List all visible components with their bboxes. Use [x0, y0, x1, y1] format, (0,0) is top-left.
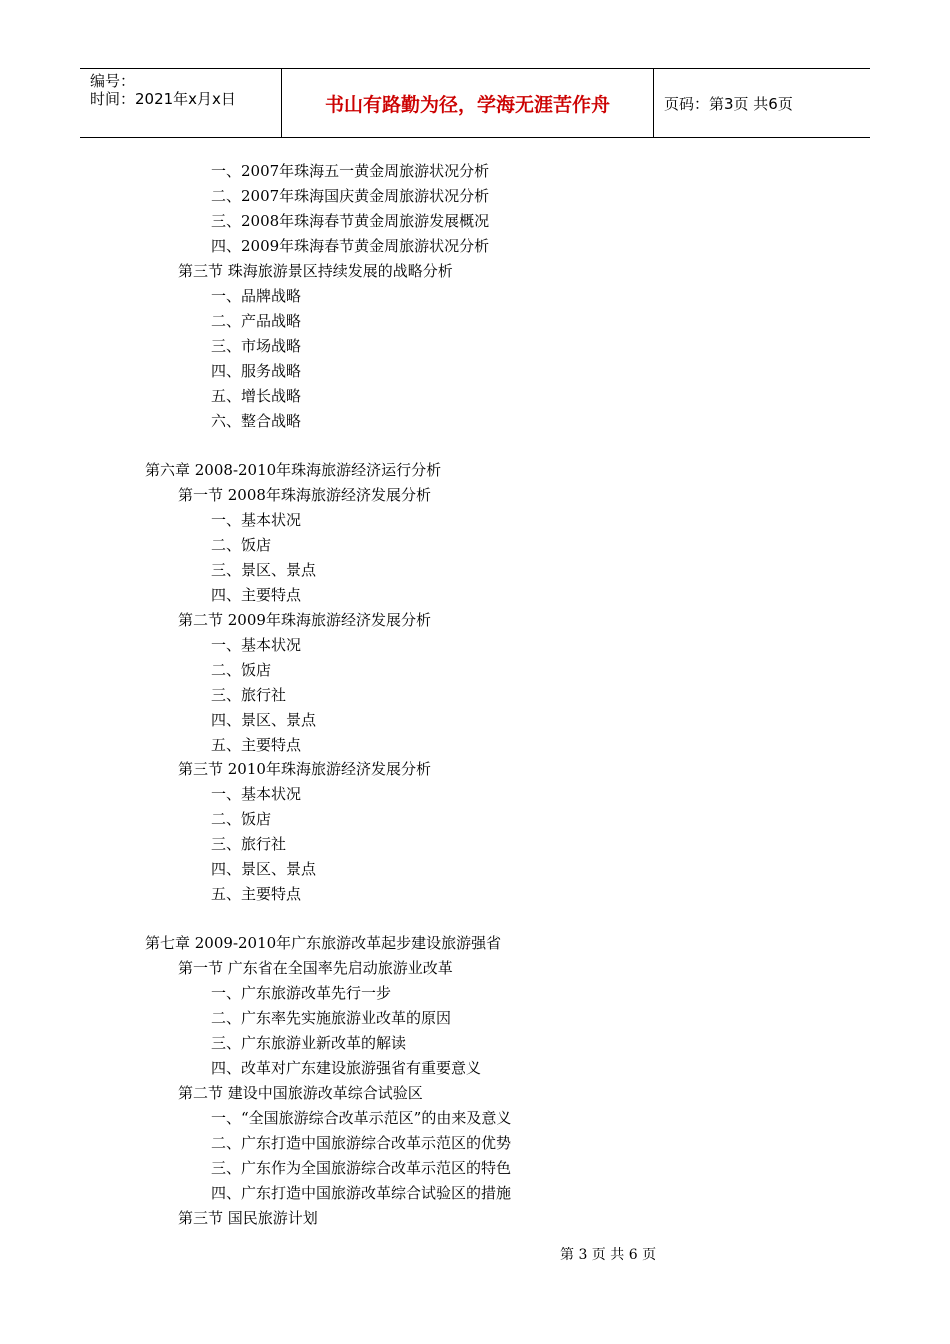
header-page-info: 页码：第3页 共6页	[664, 94, 793, 113]
page-header	[80, 68, 870, 138]
toc-section: 第三节 国民旅游计划	[178, 1209, 318, 1227]
toc-item: 一、基本状况	[211, 785, 302, 803]
toc-section: 第二节 2009年珠海旅游经济发展分析	[178, 611, 431, 629]
toc-item: 三、广东作为全国旅游综合改革示范区的特色	[211, 1159, 512, 1177]
toc-item: 一、广东旅游改革先行一步	[211, 984, 392, 1002]
toc-item: 四、服务战略	[211, 362, 302, 380]
toc-item: 二、饭店	[211, 536, 272, 554]
toc-item: 一、2007年珠海五一黄金周旅游状况分析	[211, 162, 490, 180]
toc-section: 第二节 建设中国旅游改革综合试验区	[178, 1084, 423, 1102]
toc-item: 二、饭店	[211, 661, 272, 679]
toc-item: 一、基本状况	[211, 511, 302, 529]
toc-item: 二、产品战略	[211, 312, 302, 330]
toc-item: 三、旅行社	[211, 686, 287, 704]
toc-item: 五、主要特点	[211, 736, 302, 754]
toc-item: 五、主要特点	[211, 885, 302, 903]
header-left-cell	[80, 69, 282, 137]
toc-item: 一、品牌战略	[211, 287, 302, 305]
toc-item: 二、广东打造中国旅游综合改革示范区的优势	[211, 1134, 512, 1152]
toc-item: 五、增长战略	[211, 387, 302, 405]
toc-section: 第三节 珠海旅游景区持续发展的战略分析	[178, 262, 453, 280]
page-footer: 第 3 页 共 6 页	[560, 1247, 657, 1263]
toc-item: 三、市场战略	[211, 337, 302, 355]
toc-chapter: 第七章 2009-2010年广东旅游改革起步建设旅游强省	[145, 934, 502, 952]
toc-item: 四、改革对广东建设旅游强省有重要意义	[211, 1059, 482, 1077]
toc-item: 三、旅行社	[211, 835, 287, 853]
toc-item: 四、广东打造中国旅游改革综合试验区的措施	[211, 1184, 512, 1202]
toc-chapter: 第六章 2008-2010年珠海旅游经济运行分析	[145, 461, 442, 479]
toc-item: 四、2009年珠海春节黄金周旅游状况分析	[211, 237, 490, 255]
toc-item: 一、基本状况	[211, 636, 302, 654]
toc-item: 二、广东率先实施旅游业改革的原因	[211, 1009, 452, 1027]
toc-item: 一、“全国旅游综合改革示范区”的由来及意义	[211, 1109, 512, 1127]
toc-section: 第三节 2010年珠海旅游经济发展分析	[178, 760, 431, 778]
toc-item: 三、广东旅游业新改革的解读	[211, 1034, 407, 1052]
toc-item: 四、景区、景点	[211, 711, 317, 729]
toc-item: 二、2007年珠海国庆黄金周旅游状况分析	[211, 187, 490, 205]
toc-item: 三、2008年珠海春节黄金周旅游发展概况	[211, 212, 490, 230]
toc-item: 二、饭店	[211, 810, 272, 828]
toc-item: 四、主要特点	[211, 586, 302, 604]
toc-item: 四、景区、景点	[211, 860, 317, 878]
header-motto: 书山有路勤为径，学海无涯苦作舟	[282, 69, 654, 137]
number-label: 编号：	[90, 72, 136, 90]
time-label: 时间：2021年x月x日	[90, 90, 236, 108]
toc-item: 六、整合战略	[211, 412, 302, 430]
toc-section: 第一节 广东省在全国率先启动旅游业改革	[178, 959, 453, 977]
toc-item: 三、景区、景点	[211, 561, 317, 579]
toc-section: 第一节 2008年珠海旅游经济发展分析	[178, 486, 431, 504]
